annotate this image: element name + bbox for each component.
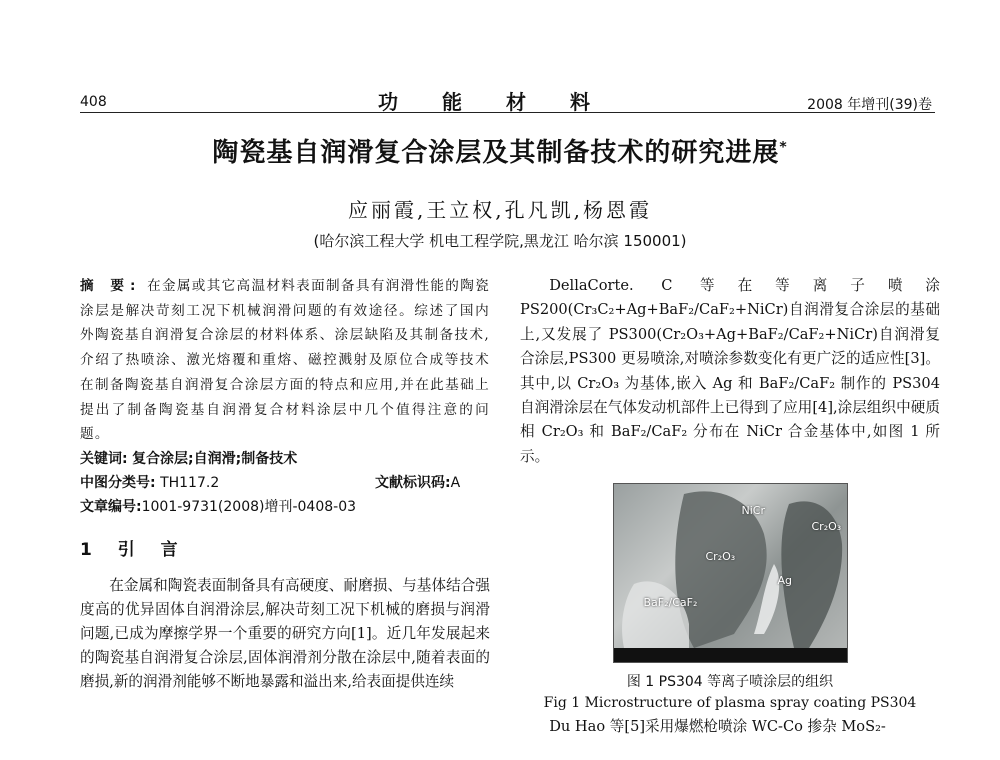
- issue-label: 2008 年增刊(39)卷: [807, 97, 932, 113]
- figure-caption-chinese: 图 1 PS304 等离子喷涂层的组织: [626, 674, 834, 691]
- figure-caption-english: Fig 1 Microstructure of plasma spray coating PS304: [543, 695, 917, 712]
- figure-label-nicr: NiCr: [741, 504, 765, 518]
- left-column: [80, 274, 490, 694]
- figure-label-cr2o3-center: Cr₂O₃: [705, 550, 736, 564]
- figure-scale-bar: [614, 648, 847, 662]
- article-no-value: 1001-9731(2008)增刊-0408-03: [141, 498, 357, 515]
- figure-label-ag: Ag: [777, 574, 793, 588]
- authors: 应丽霞,王立权,孔凡凯,杨恩霞: [347, 198, 653, 222]
- doc-code: [375, 471, 460, 495]
- title-footnote-mark: *: [779, 139, 788, 156]
- affiliation: (哈尔滨工程大学 机电工程学院,黑龙江 哈尔滨 150001): [313, 232, 687, 250]
- figure-label-baf2-caf2: BaF₂/CaF₂: [643, 596, 698, 610]
- page-number: 408: [80, 94, 107, 110]
- clc-value: TH117.2: [160, 474, 220, 491]
- journal-name: 功能材料: [378, 90, 634, 114]
- title-text: 陶瓷基自润滑复合涂层及其制备技术的研究进展: [212, 138, 780, 168]
- doc-code-label: 文献标识码:: [375, 474, 451, 491]
- keywords-line: [80, 447, 490, 471]
- section-1-heading: 1 引 言: [80, 539, 188, 560]
- article-no-label: 文章编号:: [80, 498, 142, 515]
- keywords: 复合涂层;自润滑;制备技术: [132, 450, 298, 467]
- micrograph-image: [614, 484, 847, 662]
- right-column: [520, 274, 940, 739]
- doc-code-value: A: [450, 474, 461, 491]
- figure-label-cr2o3-right: Cr₂O₃: [811, 520, 842, 534]
- dellacorte-paragraph: DellaCorte. C 等在等离子喷涂 PS200(Cr₃C₂+Ag+BaF₂/CaF₂+NiCr)自润滑复合涂层的基础上,又发展了 PS300(Cr₂O₃+Ag+BaF₂/CaF₂+NiCr)自润滑复合涂层,PS300 更易喷涂,对喷涂参数变化有更广泛的适应性[3]。其中,以 Cr₂O₃ 为基体,嵌入 Ag 和 BaF₂/CaF₂ 制作的 PS304 自润滑涂层在气体发动机部件上已得到了应用[4],涂层组织中硬质相 Cr₂O₃ 和 BaF₂/CaF₂ 分布在 NiCr 合金基体中,如图 1 所示。: [520, 277, 940, 465]
- du-hao-paragraph: Du Hao 等[5]采用爆燃枪喷涂 WC-Co 掺杂 MoS₂-: [549, 718, 886, 736]
- abstract-text: 在金属或其它高温材料表面制备具有润滑性能的陶瓷涂层是解决苛刻工况下机械润滑问题的有效途径。综述了国内外陶瓷基自润滑复合涂层的材料体系、涂层缺陷及其制备技术,介绍了热喷涂、激光熔覆和重熔、磁控溅射及原位合成等技术在制备陶瓷基自润滑复合涂层方面的特点和应用,并在此基础上提出了制备陶瓷基自润滑复合材料涂层中几个值得注意的问题。: [80, 278, 491, 443]
- header-rule: [80, 112, 935, 113]
- clc-label: 中图分类号:: [80, 474, 156, 491]
- keywords-label: 关键词:: [80, 450, 128, 467]
- abstract-label: 摘 要:: [80, 278, 142, 294]
- abstract: [80, 274, 490, 447]
- article-number-line: [80, 495, 490, 519]
- microstructure-figure: [613, 483, 848, 663]
- intro-paragraph: 在金属和陶瓷表面制备具有高硬度、耐磨损、与基体结合强度高的优异固体自润滑涂层,解决苛刻工况下机械的磨损与润滑问题,已成为摩擦学界一个重要的研究方向[1]。近几年发展起来的陶瓷基自润滑复合涂层,固体润滑剂分散在涂层中,随着表面的磨损,新的润滑剂能够不断地暴露和溢出来,给表面提供连续: [80, 576, 490, 690]
- classification-line: [80, 471, 490, 495]
- article-title: [0, 132, 1000, 169]
